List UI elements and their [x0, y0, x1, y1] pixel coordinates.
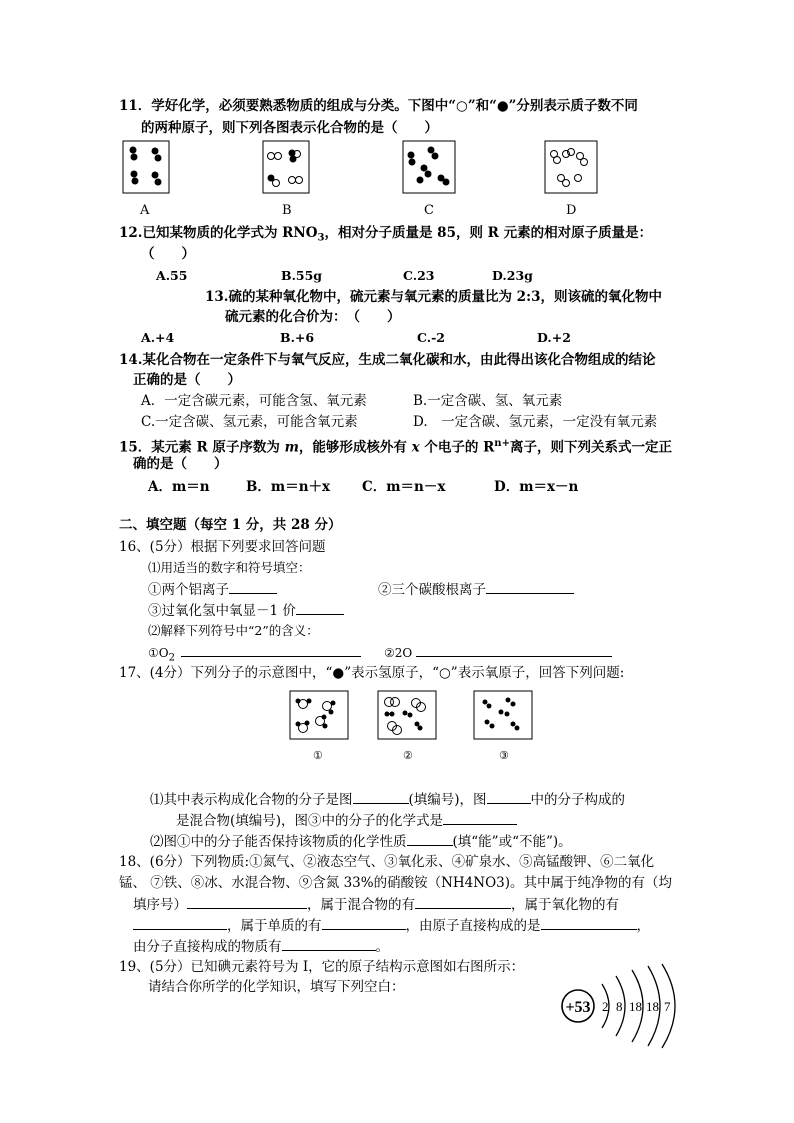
q18-line2: 锰、 ⑦铁、⑧冰、水混合物、⑨含氮 33%的硝酸铵（NH4NO3)。其中属于纯净物的有（均	[119, 875, 672, 891]
q11-figure-a	[123, 141, 169, 193]
q17-line1	[150, 790, 625, 809]
hydrogen-atom	[511, 722, 516, 727]
atom-black	[130, 147, 137, 154]
atom-white	[575, 175, 582, 182]
q16-b2-text: ②2O	[384, 646, 413, 660]
q12-subscript: 3	[317, 232, 325, 244]
q17-l3b: (填“能”或“不能”)。	[452, 834, 572, 850]
q12-option-d: D.23g	[492, 268, 533, 283]
atom-white	[289, 177, 296, 184]
oxygen-atom	[391, 698, 400, 707]
blank-a3[interactable]	[296, 601, 344, 615]
q17-l1c: 中的分子构成的	[530, 792, 626, 808]
hydrogen-atom	[307, 699, 312, 704]
q16-a3	[148, 601, 344, 620]
atom-black	[155, 179, 162, 186]
blank-atoms[interactable]	[541, 916, 637, 930]
hydrogen-atom	[329, 710, 334, 715]
shell-count-3: 18	[629, 999, 642, 1014]
q17-figure-2	[378, 691, 436, 739]
q11-label-d: D	[566, 203, 577, 218]
q12-option-a: A.55	[156, 268, 188, 283]
atom-black	[131, 171, 138, 178]
blank-b1[interactable]	[181, 643, 361, 657]
q18-l3b: ，属于混合物的有	[307, 897, 415, 913]
q12-line2: （ ）	[141, 246, 195, 262]
q17-l1a: ⑴其中表示构成化合物的分子是图	[150, 792, 353, 808]
atom-black	[421, 165, 428, 172]
q18-l4c: ，由原子直接构成的是	[405, 918, 541, 934]
atom-black	[155, 155, 162, 162]
q15-superscript: n+	[494, 438, 510, 449]
atom-black	[152, 172, 159, 179]
q15-text-a: 15．某元素 R 原子序数为	[119, 439, 285, 456]
q15-text-b: ，能够形成核外有	[298, 439, 412, 456]
q16-a2	[378, 580, 574, 599]
shell-count-2: 8	[616, 999, 623, 1014]
atom-black	[132, 178, 139, 185]
q16-part1: ⑴用适当的数字和符号填空：	[148, 560, 311, 575]
blank-element[interactable]	[322, 916, 406, 930]
hydrogen-atom	[506, 698, 511, 703]
oxygen-atom	[323, 702, 332, 711]
atom-white	[296, 177, 303, 184]
atom-black	[443, 179, 450, 186]
q15-var-x: x	[411, 439, 420, 456]
q16-a3-text: ③过氧化氢中氧显－1 价	[148, 603, 296, 619]
q15-text-c: 个电子的 R	[419, 439, 495, 456]
blank-q17-2[interactable]	[487, 790, 531, 804]
q11-figure-b	[263, 141, 309, 193]
hydrogen-atom	[511, 702, 516, 707]
blank-q17-4[interactable]	[407, 832, 453, 846]
q17-l3a: ⑵图①中的分子能否保持该物质的化学性质	[150, 834, 407, 850]
hydrogen-atom	[418, 726, 423, 731]
hydrogen-atom	[323, 724, 328, 729]
q15-line1	[119, 435, 672, 457]
section2-title: 二、填空题（每空 1 分，共 28 分）	[119, 517, 342, 533]
q17-fig-label-3: ③	[499, 749, 509, 762]
hydrogen-atom	[296, 699, 301, 704]
q15-option-b: B．m＝n＋x	[246, 479, 331, 495]
q17-figure-3	[474, 691, 532, 739]
q14-option-c: C.一定含碳、氢元素，可能含氧元素	[141, 414, 358, 430]
q16-b1-text: ①O	[148, 646, 169, 660]
blank-q17-3[interactable]	[443, 811, 517, 825]
blank-q17-1[interactable]	[353, 790, 409, 804]
hydrogen-atom	[408, 713, 413, 718]
q17-fig-label-2: ②	[403, 749, 413, 762]
q19-line2: 请结合你所学的化学知识，填写下列空白：	[148, 979, 405, 995]
q11-label-c: C	[424, 203, 434, 218]
blank-oxide[interactable]	[133, 916, 227, 930]
q13-option-d: D.+2	[537, 330, 571, 345]
hydrogen-atom	[487, 704, 492, 709]
q16-b1-subscript: 2	[168, 652, 175, 664]
q16-part2: ⑵解释下列符号中“2”的含义：	[148, 623, 319, 638]
q18-l3c: ，属于氧化物的有	[511, 897, 619, 913]
atom-white	[581, 159, 588, 166]
q13-option-b: B.+6	[280, 330, 315, 345]
q16-b2	[384, 643, 612, 662]
atom-white	[268, 153, 275, 160]
blank-b2[interactable]	[416, 643, 612, 657]
shell-count-5: 7	[664, 999, 671, 1014]
q11-line2: 的两种原子，则下列各图表示化合物的是（ ）	[141, 120, 438, 136]
q17-fig-label-1: ①	[313, 749, 323, 762]
blank-molecules[interactable]	[282, 937, 376, 951]
nucleus-charge: +53	[565, 999, 591, 1016]
hydrogen-atom	[483, 700, 488, 705]
atom-black	[289, 150, 296, 157]
q11-figures	[122, 140, 612, 196]
atom-white	[275, 153, 282, 160]
q16-title: 16、(5分）根据下列要求回答问题	[119, 539, 326, 555]
q18-l3a: 填序号）	[133, 897, 187, 913]
hydrogen-atom	[390, 712, 395, 717]
q17-l1b: (填编号)，图	[408, 792, 487, 808]
hydrogen-atom	[515, 726, 520, 731]
q13-option-c: C.-2	[417, 330, 445, 345]
hydrogen-atom	[322, 715, 327, 720]
q15-option-c: C．m＝n－x	[362, 479, 446, 495]
atom-black	[432, 153, 439, 160]
q13-option-a: A.+4	[141, 330, 175, 345]
hydrogen-atom	[385, 712, 390, 717]
hydrogen-atom	[305, 721, 310, 726]
q18-l4d: ，	[636, 918, 650, 934]
blank-mixture[interactable]	[415, 895, 511, 909]
q17-figures	[289, 690, 539, 742]
shell-count-4: 18	[646, 999, 659, 1014]
iodine-atom-structure-diagram	[558, 958, 688, 1048]
q11-figure-d	[545, 141, 597, 193]
q11-line1: 11．学好化学，必须要熟悉物质的组成与分类。下图中“○”和“●”分别表示质子数不同	[119, 98, 638, 114]
atom-black	[425, 171, 432, 178]
q18-line3	[133, 895, 619, 914]
q18-l4b: ，属于单质的有	[227, 918, 322, 934]
q11-figure-c	[403, 141, 455, 193]
hydrogen-atom	[490, 724, 495, 729]
atom-white	[563, 180, 570, 187]
atom-black	[408, 152, 415, 159]
atom-black	[409, 159, 416, 166]
hydrogen-atom	[331, 701, 336, 706]
q16-a1-text: ①两个铝离子	[148, 582, 229, 598]
q16-a2-text: ②三个碳酸根离子	[378, 582, 486, 598]
q19-line1: 19、(5分）已知碘元素符号为 I，它的原子结构示意图如右图所示：	[119, 959, 525, 975]
hydrogen-atom	[485, 720, 490, 725]
q18-line5	[133, 937, 389, 956]
q17-line3	[150, 832, 572, 851]
atom-black	[152, 148, 159, 155]
hydrogen-atom	[403, 711, 408, 716]
q15-text-d: 离子，则下列关系式一定正	[509, 439, 672, 456]
hydrogen-atom	[499, 710, 504, 715]
hydrogen-atom	[505, 712, 510, 717]
blank-pure[interactable]	[187, 895, 307, 909]
q12-line1	[119, 224, 652, 248]
hydrogen-atom	[296, 722, 301, 727]
q17-figure-1	[290, 691, 348, 739]
q15-line2: 确的是（ ）	[133, 456, 228, 472]
q13-line2: 硫元素的化合价为： （ ）	[225, 309, 401, 325]
q18-line4	[133, 916, 650, 935]
q12-text-b: ，相对分子质量是 85，则 R 元素的相对原子质量是：	[324, 225, 653, 241]
atom-black	[131, 154, 138, 161]
q14-line1: 14.某化合物在一定条件下与氧气反应，生成二氧化碳和水，由此得出该化合物组成的结论	[119, 352, 656, 368]
hydrogen-atom	[415, 722, 420, 727]
q12-option-b: B.55g	[281, 268, 323, 283]
atom-black	[290, 156, 297, 163]
blank-a1[interactable]	[229, 580, 277, 594]
shell-count-1: 2	[602, 999, 609, 1014]
q14-option-b: B.一定含碳、氢、氧元素	[413, 393, 563, 409]
atom-black	[428, 147, 435, 154]
q17-line2	[176, 811, 517, 830]
atom-black	[417, 177, 424, 184]
q11-label-b: B	[282, 203, 292, 218]
q14-option-d: D. 一定含碳、氢元素，一定没有氧元素	[413, 414, 658, 430]
q17-l2a: 是混合物(填编号)，图③中的分子的化学式是	[176, 813, 444, 829]
q12-text-a: 12.已知某物质的化学式为 RNO	[119, 225, 318, 241]
q15-var-m: m	[284, 439, 299, 456]
blank-a2[interactable]	[486, 580, 574, 594]
q17-title: 17、(4分）下列分子的示意图中，“●”表示氢原子，“○”表示氧原子，回答下列问题:	[119, 665, 625, 681]
q15-option-a: A．m＝n	[148, 479, 210, 495]
q18-line1: 18、(6分）下列物质:①氮气、②液态空气、③氧化汞、④矿泉水、⑤高锰酸钾、⑥二氧化	[119, 854, 655, 870]
q11-label-a: A	[140, 203, 150, 218]
atom-white	[554, 157, 561, 164]
atom-white	[273, 180, 280, 187]
q16-a1	[148, 580, 277, 599]
q14-line2: 正确的是（ ）	[133, 372, 241, 388]
q13-line1: 13.硫的某种氧化物中，硫元素与氧元素的质量比为 2:3，则该硫的氧化物中	[205, 289, 662, 305]
q15-option-d: D．m＝x－n	[494, 479, 579, 495]
q18-l5b: 。	[375, 939, 389, 955]
q12-option-c: C.23	[403, 268, 435, 283]
q14-option-a: A．一定含碳元素，可能含氢、氧元素	[141, 393, 367, 409]
q18-l5a: 由分子直接构成的物质有	[133, 939, 282, 955]
